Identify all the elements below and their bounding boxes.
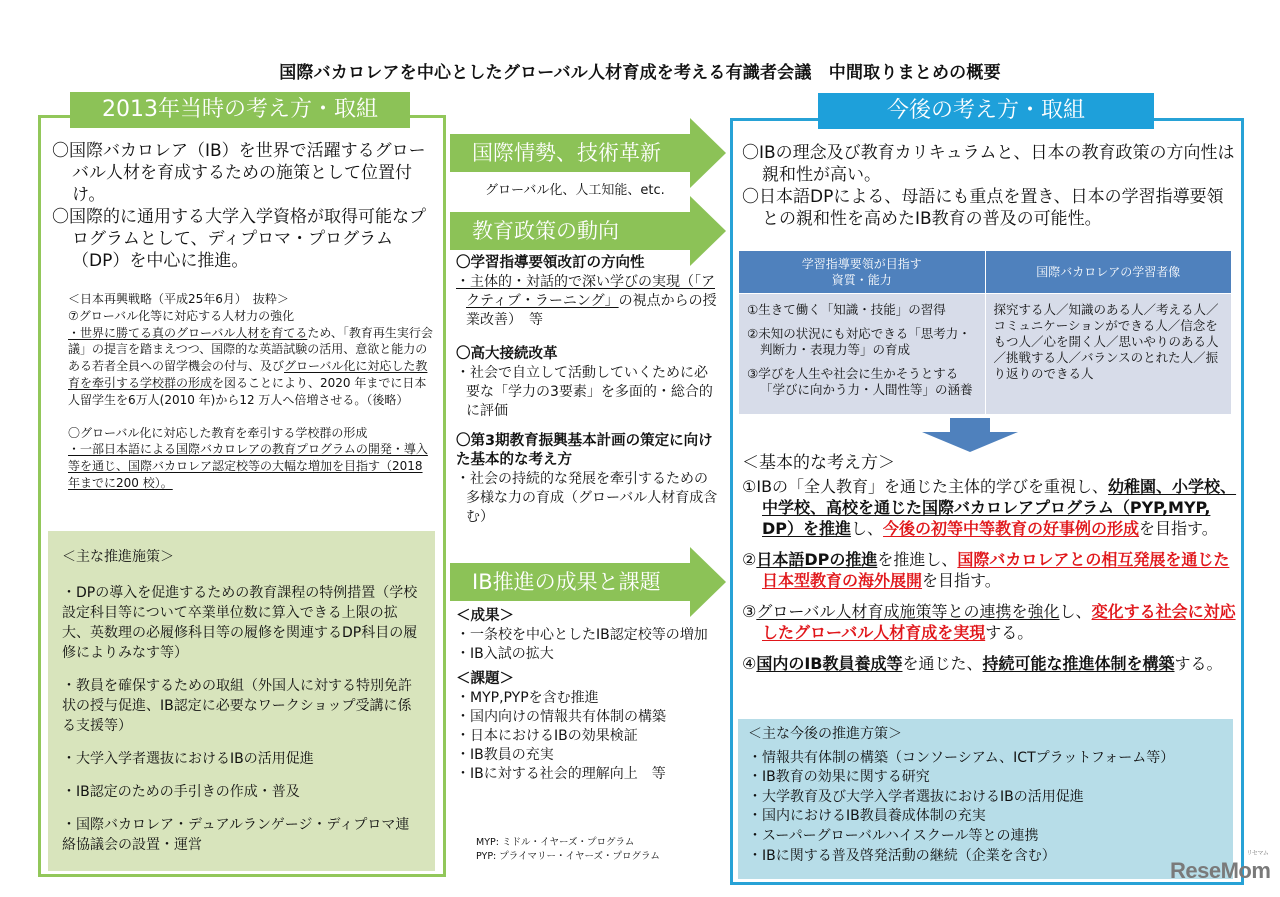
arrow-international-trends-sub: グローバル化、人工知能、etc.: [485, 183, 665, 198]
basic-approach-heading: ＜基本的な考え方＞: [742, 453, 895, 473]
page-title: 国際バカロレアを中心としたグローバル人材育成を考える有識者会議 中間取りまとめの概要: [279, 63, 1001, 83]
revitalization-strategy-excerpt: [68, 291, 438, 492]
table-cell-ib-learner: 探究する人／知識のある人／考える人／コミュニケーションができる人／信念をもつ人／心を開く人／思いやりのある人／挑戦する人／バランスのとれた人／振り返りのできる人: [985, 294, 1232, 415]
future-measure-item: ・IBに関する普及啓発活動の継続（企業を含む）: [748, 847, 1056, 864]
future-measure-item: ・情報共有体制の構築（コンソーシアム、ICTプラットフォーム等）: [748, 749, 1175, 766]
comparison-table: [738, 250, 1232, 415]
school-group-heading: 〇グローバル化に対応した教育を牽引する学校群の形成: [68, 425, 368, 440]
arrow-education-policy: 教育政策の動向: [450, 212, 690, 250]
right-main-points: [742, 142, 1237, 230]
left-main-point: 〇国際的に通用する大学入学資格が取得可能なプログラムとして、ディプロマ・プログラム（DP）を中心に推進。: [52, 207, 426, 271]
basic-approach-item: ④国内のIB教員養成等を通じた、持続可能な推進体制を構築する。: [742, 654, 1223, 673]
basic-approach-item: ①IBの「全人教育」を通じた主体的学びを重視し、幼稚園、小学校、中学校、高校を通じた国際バカロレアプログラム（PYP,MYP, DP）を推進し、今後の初等中等教育の好事例の形成を目指す。: [742, 477, 1237, 538]
basic-approach: [742, 453, 1237, 684]
results-heading: ＜成果＞: [456, 608, 514, 624]
resemom-logo: ReseMom リセマム: [1170, 851, 1271, 883]
table-cell-curriculum: ①生きて働く「知識・技能」の習得 ②未知の状況にも対応できる「思考力・判断力・表現力等」の育成 ③学びを人生や社会に生かそうとする「学びに向かう力・人間性等」の涵養: [739, 294, 986, 415]
left-main-point: 〇国際バカロレア（IB）を世界で活躍するグローバル人材を育成するための施策として位置付け。: [52, 141, 426, 205]
left-panel-header: 2013年当時の考え方・取組: [70, 92, 410, 128]
result-item: ・IB入試の拡大: [456, 646, 554, 662]
future-measure-item: ・国内におけるIB教員養成体制の充実: [748, 808, 986, 825]
measure-item: ・教員を確保するための取組（外国人に対する特別免許状の授与促進、IB認定に必要なワークショップ受講に係る支援等）: [62, 678, 412, 734]
right-panel-header: 今後の考え方・取組: [818, 93, 1154, 129]
table-header-curriculum: 学習指導要領が目指す 資質・能力: [739, 251, 986, 294]
table-header-ib-learner: 国際バカロレアの学習者像: [985, 251, 1232, 294]
left-measures-box: [48, 531, 435, 871]
curriculum-revision-block: 〇学習指導要領改訂の方向性 ・主体的・対話的で深い学びの実現（「アクティブ・ラーニング」の視点からの授業改善） 等: [456, 255, 717, 328]
high-school-university-reform-block: 〇高大接続改革 ・社会で自立して活動していくために必要な「学力の3要素」を多面的・総合的に評価: [456, 346, 713, 419]
future-measure-item: ・スーパーグローバルハイスクール等との連携: [748, 827, 1039, 844]
future-measure-item: ・大学教育及び大学入学者選抜におけるIBの活用促進: [748, 788, 1084, 805]
results-issues-block: [456, 607, 721, 784]
right-measures-box: [738, 719, 1233, 879]
down-arrow-icon: [922, 418, 1018, 454]
issues-heading: ＜課題＞: [456, 671, 514, 687]
result-item: ・一条校を中心としたIB認定校等の増加: [456, 627, 708, 643]
future-measures-heading: ＜主な今後の推進方策＞: [748, 726, 902, 742]
issue-item: ・IB教員の充実: [456, 747, 554, 763]
basic-approach-item: ③グローバル人材育成施策等との連携を強化し、変化する社会に対応したグローバル人材育成を実現する。: [742, 602, 1236, 642]
measure-item: ・DPの導入を促進するための教育課程の特例措置（学校設定科目等について卒業単位数に算入できる上限の拡大、英数理の必履修科目等の履修を関連するDP科目の履修によりみなす等）: [62, 585, 418, 661]
issue-item: ・MYP,PYPを含む推進: [456, 690, 599, 706]
excerpt-paragraph: ・世界に勝てる真のグローバル人材を育てるため、「教育再生実行会議」の提言を踏まえつつ、国際的な英語試験の活用、意欲と能力のある若者全員への留学機会の付与、及びグローバル化に対応した教育を牽引する学校群の形成を図ることにより、2020 年までに日本人留学生を6万人(2010 年)から12 万人へ倍増させる。（後略）: [68, 325, 433, 407]
issue-item: ・IBに対する社会的理解向上 等: [456, 766, 666, 782]
basic-approach-item: ②日本語DPの推進を推進し、国際バカロレアとの相互発展を通じた日本型教育の海外展開を目指す。: [742, 550, 1230, 590]
school-group-text: ・一部日本語による国際バカロレアの教育プログラムの開発・導入等を通じ、国際バカロレア認定校等の大幅な増加を目指す（2018 年までに200 校）。: [68, 442, 428, 490]
education-plan-block: 〇第3期教育振興基本計画の策定に向けた基本的な考え方 ・社会の持続的な発展を牽引するための多様な力の育成（グローバル人材育成含む）: [456, 433, 718, 525]
excerpt-heading: ＜日本再興戦略（平成25年6月） 抜粋＞: [68, 292, 289, 306]
issue-item: ・国内向けの情報共有体制の構築: [456, 709, 666, 725]
left-main-points: [52, 140, 437, 272]
measure-item: ・IB認定のための手引きの作成・普及: [62, 784, 300, 800]
arrow-international-trends: 国際情勢、技術革新: [450, 134, 690, 172]
measure-item: ・大学入学者選抜におけるIBの活用促進: [62, 751, 314, 767]
arrow-ib-results: IB推進の成果と課題: [450, 563, 690, 601]
measure-item: ・国際バカロレア・デュアルランゲージ・ディプロマ連絡協議会の設置・運営: [62, 817, 410, 853]
right-main-point: 〇IBの理念及び教育カリキュラムと、日本の教育政策の方向性は親和性が高い。: [742, 143, 1235, 185]
excerpt-subheading: ⑦グローバル化等に対応する人材力の強化: [68, 308, 295, 323]
right-main-point: 〇日本語DPによる、母語にも重点を置き、日本の学習指導要領との親和性を高めたIB教育の普及の可能性。: [742, 187, 1224, 229]
measures-heading: ＜主な推進施策＞: [62, 549, 174, 565]
issue-item: ・日本におけるIBの効果検証: [456, 728, 638, 744]
future-measure-item: ・IB教育の効果に関する研究: [748, 769, 930, 786]
abbreviation-notes: MYP: ミドル・イヤーズ・プログラム PYP: プライマリー・イヤーズ・プログラム: [476, 837, 660, 862]
